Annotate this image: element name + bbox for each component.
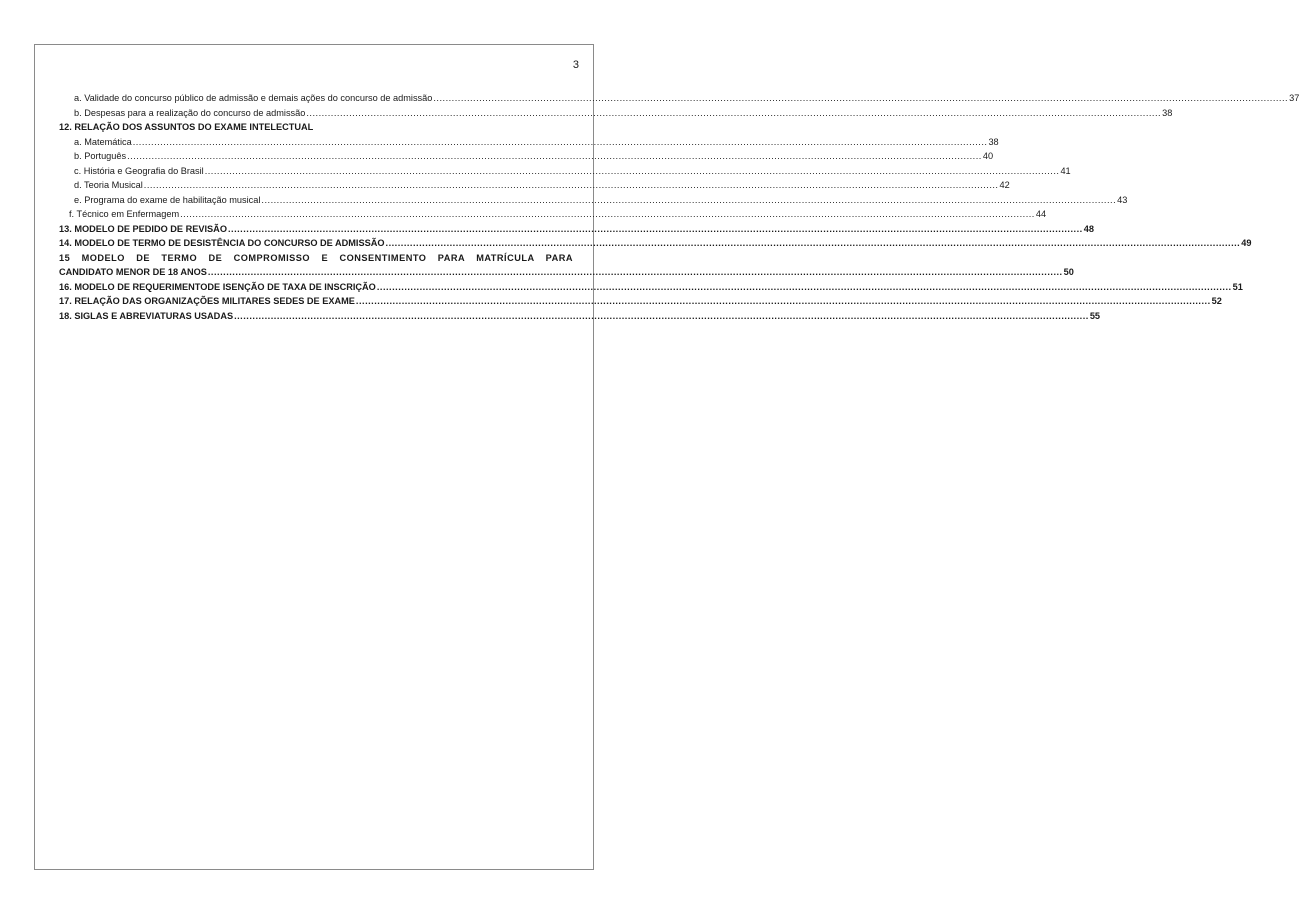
toc-section-15-line2[interactable] <box>59 265 1074 280</box>
toc-entry-matematica[interactable] <box>59 135 999 150</box>
toc-section-16[interactable] <box>59 280 1243 295</box>
toc-entry-label: c. História e Geografia do Brasil <box>74 165 204 176</box>
toc-entry-label: 13. MODELO DE PEDIDO DE REVISÃO <box>59 223 227 234</box>
toc-entry-page: 37 <box>1289 93 1299 103</box>
toc-entry-page: 51 <box>1232 281 1243 292</box>
toc-section-12[interactable] <box>59 120 573 135</box>
toc-entry-page: 55 <box>1089 310 1101 321</box>
toc-entry-label: 12. RELAÇÃO DOS ASSUNTOS DO EXAME INTELECTUAL <box>59 122 314 132</box>
toc-entry-historia-geografia[interactable] <box>59 164 1071 179</box>
toc-dot-leader <box>180 207 1035 222</box>
toc-dot-leader <box>261 193 1116 208</box>
toc-dot-leader <box>377 280 1232 295</box>
toc-entry-validade[interactable] <box>59 91 1299 106</box>
toc-entry-page: 50 <box>1063 267 1074 277</box>
toc-dot-leader <box>208 265 1063 280</box>
toc-entry-teoria-musical[interactable] <box>59 178 1010 193</box>
toc-entry-page: 49 <box>1241 238 1252 248</box>
toc-entry-label: 16. MODELO DE REQUERIMENTODE ISENÇÃO DE TAXA DE INSCRIÇÃO <box>59 281 376 292</box>
toc-dot-leader <box>356 294 1211 309</box>
toc-entry-label: b. Despesas para a realização do concurso de admissão <box>74 107 306 118</box>
toc-entry-despesas[interactable] <box>59 106 1173 121</box>
toc-dot-leader <box>386 236 1241 251</box>
page-frame <box>34 44 1299 870</box>
toc-dot-leader <box>228 222 1083 237</box>
toc-section-13[interactable] <box>59 222 1094 237</box>
toc-entry-page: 43 <box>1117 194 1128 205</box>
toc-entry-label: e. Programa do exame de habilitação musical <box>74 194 261 205</box>
toc-entry-page: 38 <box>1162 107 1173 118</box>
toc-dot-leader <box>234 309 1089 324</box>
toc-entry-label: a. Validade do concurso público de admissão e demais ações do concurso de admissão <box>74 93 433 103</box>
toc-entry-page: 40 <box>982 151 994 161</box>
toc-section-15-line1[interactable] <box>59 251 573 266</box>
page-number: 3 <box>572 59 579 71</box>
toc-section-18[interactable] <box>59 309 1101 324</box>
toc-dot-leader <box>127 149 982 164</box>
toc-entry-page: 52 <box>1211 296 1222 306</box>
toc-entry-label: 18. SIGLAS E ABREVIATURAS USADAS <box>59 310 234 321</box>
toc-entry-label: CANDIDATO MENOR DE 18 ANOS <box>59 267 207 277</box>
toc-section-17[interactable] <box>59 294 1222 309</box>
toc-dot-leader <box>433 91 1288 106</box>
toc-entry-label: d. Teoria Musical <box>74 180 143 190</box>
toc-entry-page: 42 <box>999 180 1010 190</box>
toc-entry-label: f. Técnico em Enfermagem <box>69 209 180 219</box>
toc-entry-page: 41 <box>1060 165 1071 176</box>
table-of-contents <box>59 91 1299 323</box>
toc-dot-leader <box>205 164 1060 179</box>
toc-section-14[interactable] <box>59 236 1252 251</box>
toc-entry-page: 48 <box>1083 223 1094 234</box>
toc-entry-page: 44 <box>1035 209 1047 219</box>
toc-entry-page: 38 <box>988 136 999 147</box>
toc-entry-label: 15 MODELO DE TERMO DE COMPROMISSO E CONSENTIMENTO PARA MATRÍCULA PARA <box>59 252 573 263</box>
toc-entry-label: b. Português <box>74 151 127 161</box>
toc-entry-label: a. Matemática <box>74 136 132 147</box>
toc-entry-label: 14. MODELO DE TERMO DE DESISTÊNCIA DO CONCURSO DE ADMISSÃO <box>59 238 385 248</box>
toc-dot-leader <box>306 106 1161 121</box>
toc-entry-portugues[interactable] <box>59 149 994 164</box>
toc-entry-label: 17. RELAÇÃO DAS ORGANIZAÇÕES MILITARES SEDES DE EXAME <box>59 296 355 306</box>
toc-dot-leader <box>133 135 988 150</box>
toc-entry-tecnico-enfermagem[interactable] <box>59 207 1047 222</box>
toc-dot-leader <box>144 178 999 193</box>
toc-entry-habilitacao-musical[interactable] <box>59 193 1128 208</box>
